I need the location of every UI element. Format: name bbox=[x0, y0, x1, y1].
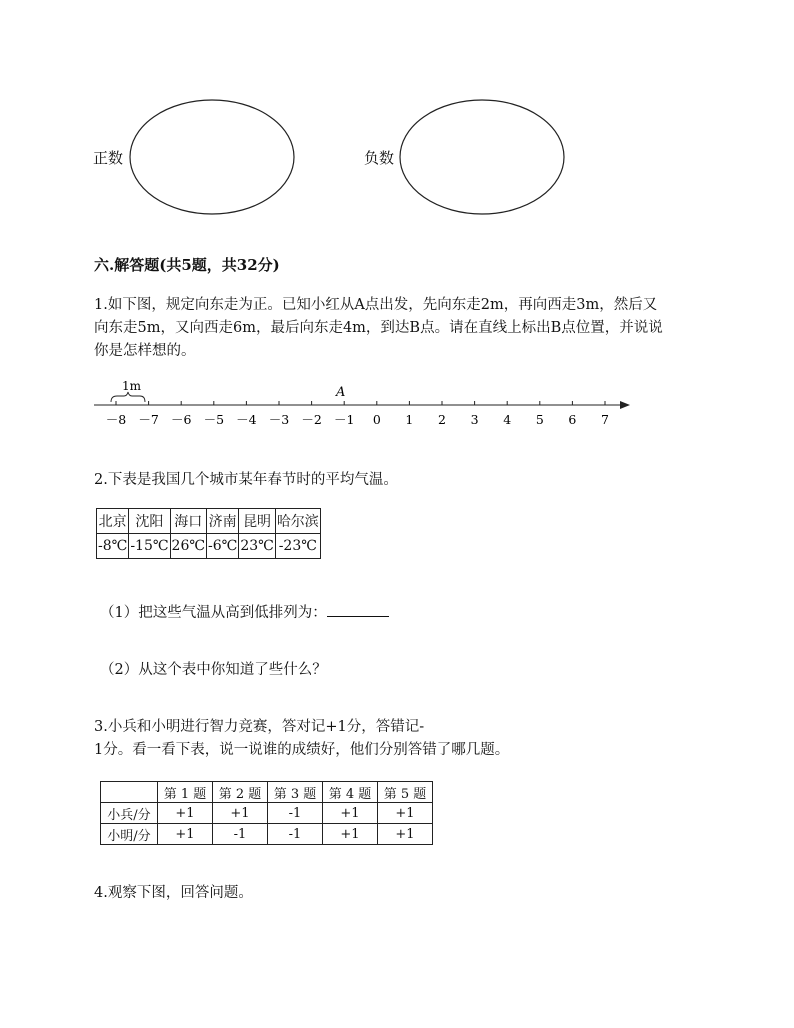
score-cell: +1 bbox=[158, 803, 213, 824]
city-cell: 海口 bbox=[170, 509, 206, 534]
question-header-cell: 第 2 题 bbox=[213, 782, 268, 803]
tick-label: 6 bbox=[568, 412, 577, 427]
question-1-line-3: 你是怎样想的。 bbox=[94, 343, 196, 359]
table-row bbox=[101, 803, 433, 824]
question-3-line-1: 3.小兵和小明进行智力竞赛，答对记+1分，答错记- bbox=[94, 719, 425, 735]
temp-row bbox=[97, 534, 321, 559]
corner-cell bbox=[101, 782, 158, 803]
question-2-sub-1-text: （1）把这些气温从高到低排列为： bbox=[100, 605, 327, 621]
student-name-cell: 小兵/分 bbox=[101, 803, 158, 824]
question-3 bbox=[94, 716, 509, 762]
score-header-row bbox=[101, 782, 433, 803]
tick-label: －6 bbox=[170, 412, 192, 427]
tick-label: －1 bbox=[333, 412, 355, 427]
temperature-cell: 26℃ bbox=[170, 534, 206, 559]
student-name-cell: 小明/分 bbox=[101, 824, 158, 845]
score-cell: +1 bbox=[158, 824, 213, 845]
number-line bbox=[90, 376, 635, 434]
city-cell: 北京 bbox=[97, 509, 129, 534]
tick-label: 1 bbox=[405, 412, 414, 427]
unit-brace bbox=[111, 392, 145, 402]
question-1 bbox=[94, 294, 663, 363]
tick-label: －8 bbox=[105, 412, 127, 427]
tick-label: －3 bbox=[268, 412, 290, 427]
score-cell: +1 bbox=[378, 824, 433, 845]
tick-label: －7 bbox=[138, 412, 159, 427]
score-cell: +1 bbox=[323, 803, 378, 824]
score-cell: +1 bbox=[213, 803, 268, 824]
score-cell: -1 bbox=[268, 824, 323, 845]
temperature-cell: -6℃ bbox=[207, 534, 239, 559]
answer-blank[interactable] bbox=[327, 602, 389, 617]
city-cell: 哈尔滨 bbox=[275, 509, 320, 534]
question-header-cell: 第 1 题 bbox=[158, 782, 213, 803]
tick-label: 2 bbox=[438, 412, 446, 427]
tick-label: 7 bbox=[601, 412, 609, 427]
positive-set-label: 正数 bbox=[93, 149, 124, 167]
question-2-sub-1 bbox=[100, 601, 389, 622]
question-3-line-2: 1分。看一看下表，说一说谁的成绩好，他们分别答错了哪几题。 bbox=[94, 742, 510, 758]
unit-label: 1m bbox=[122, 379, 142, 393]
question-header-cell: 第 4 题 bbox=[323, 782, 378, 803]
score-cell: -1 bbox=[213, 824, 268, 845]
tick-label: 0 bbox=[372, 412, 381, 427]
question-header-cell: 第 3 题 bbox=[268, 782, 323, 803]
arrow-right-icon bbox=[620, 401, 630, 409]
question-1-line-2: 向东走5m，又向西走6m，最后向东走4m，到达B点。请在直线上标出B点位置，并说说 bbox=[94, 320, 663, 336]
point-a-label: A bbox=[336, 385, 346, 400]
tick-label: －4 bbox=[236, 412, 257, 427]
tick-label: －2 bbox=[301, 412, 322, 427]
city-cell: 昆明 bbox=[239, 509, 275, 534]
question-2-sub-2: （2）从这个表中你知道了些什么？ bbox=[100, 662, 327, 678]
tick-label: 4 bbox=[503, 412, 512, 427]
question-1-line-1: 1.如下图，规定向东走为正。已知小红从A点出发，先向东走2m，再向西走3m，然后又 bbox=[94, 297, 658, 313]
tick-label: 3 bbox=[470, 412, 479, 427]
city-cell: 沈阳 bbox=[129, 509, 170, 534]
question-4: 4.观察下图，回答问题。 bbox=[94, 885, 253, 901]
tick-label: 5 bbox=[535, 412, 544, 427]
question-header-cell: 第 5 题 bbox=[378, 782, 433, 803]
question-2-intro: 2.下表是我国几个城市某年春节时的平均气温。 bbox=[94, 472, 398, 488]
negative-set-ellipse bbox=[398, 98, 566, 216]
score-cell: +1 bbox=[323, 824, 378, 845]
temperature-cell: 23℃ bbox=[239, 534, 275, 559]
table-row bbox=[101, 824, 433, 845]
section-title: 六.解答题(共5题，共32分) bbox=[94, 256, 280, 274]
temperature-cell: -15℃ bbox=[129, 534, 170, 559]
score-cell: +1 bbox=[378, 803, 433, 824]
score-cell: -1 bbox=[268, 803, 323, 824]
negative-set-label: 负数 bbox=[364, 149, 395, 167]
positive-set-ellipse bbox=[128, 98, 296, 216]
score-table bbox=[100, 781, 433, 845]
temperature-table bbox=[96, 508, 321, 559]
tick-label: －5 bbox=[203, 412, 225, 427]
city-row bbox=[97, 509, 321, 534]
temperature-cell: -23℃ bbox=[275, 534, 320, 559]
city-cell: 济南 bbox=[207, 509, 239, 534]
temperature-cell: -8℃ bbox=[97, 534, 129, 559]
